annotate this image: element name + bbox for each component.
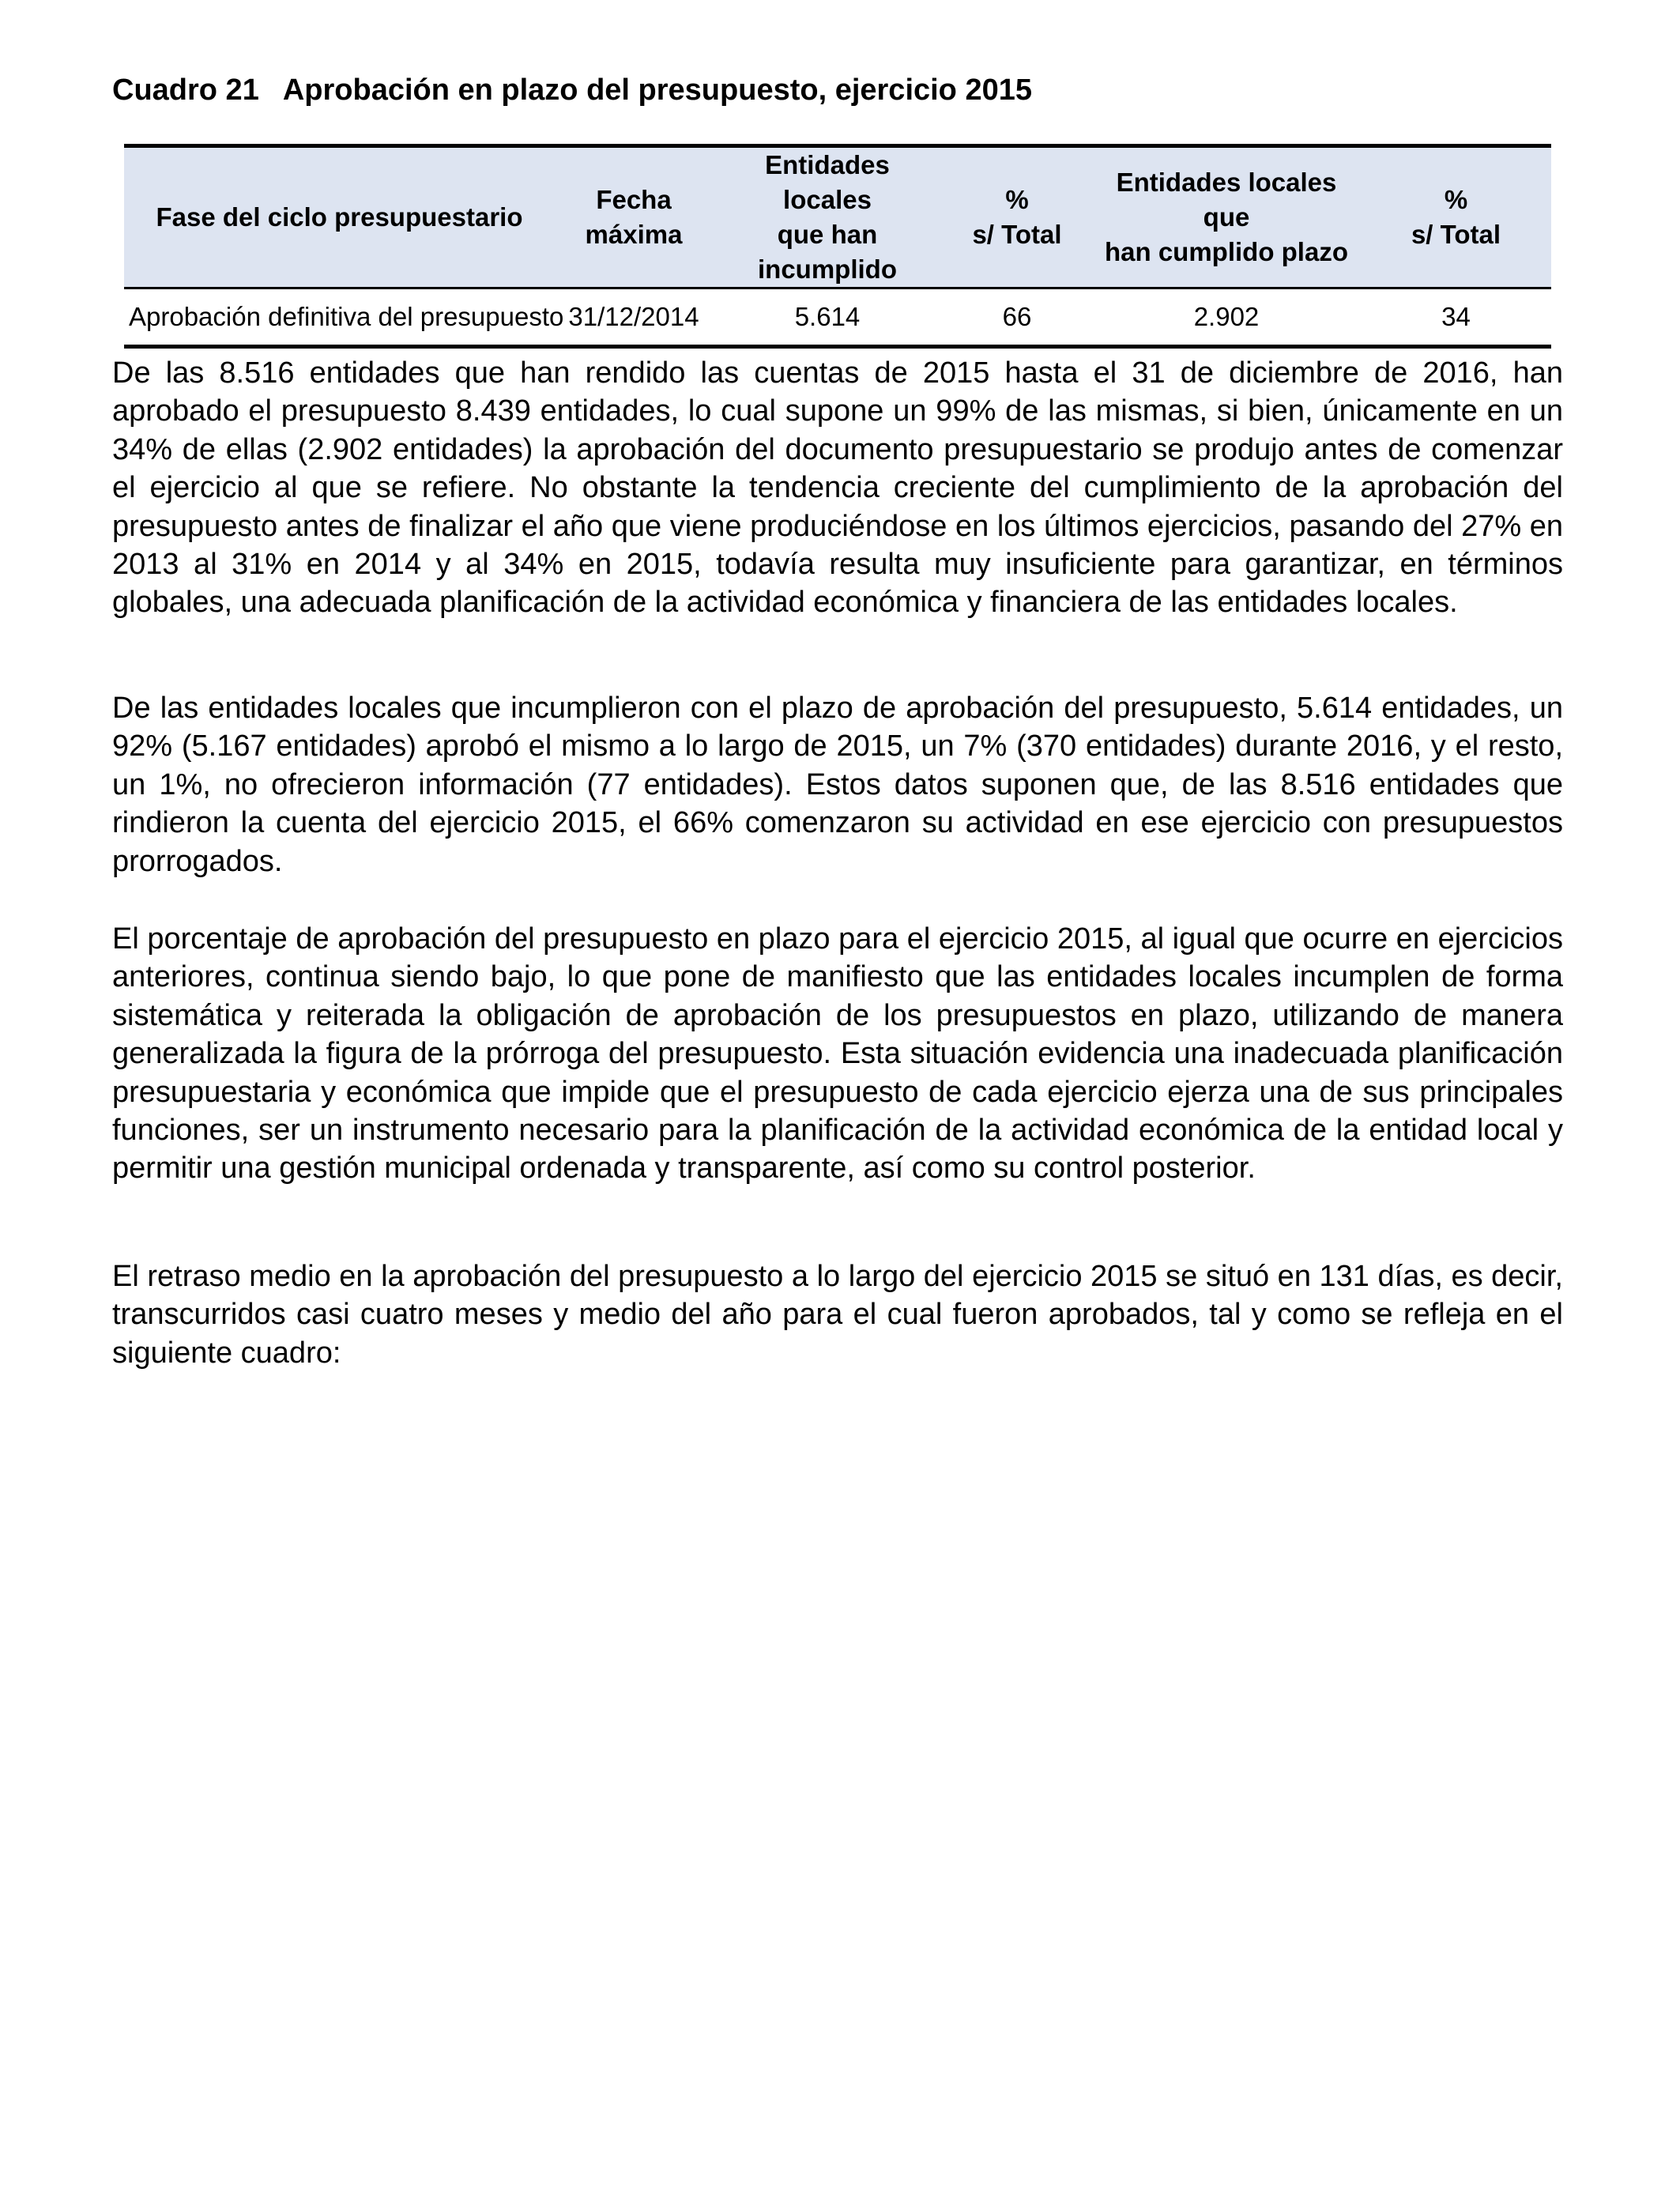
caption-number: Cuadro 21 — [112, 74, 259, 107]
header-noncompliant: Entidades locales que han incumplido — [713, 146, 942, 288]
header-compliant: Entidades locales que han cumplido plazo — [1092, 146, 1361, 288]
cell-date: 31/12/2014 — [555, 288, 713, 347]
cell-compliant: 2.902 — [1092, 288, 1361, 347]
cell-compliant-pct: 34 — [1361, 288, 1551, 347]
cell-noncompliant: 5.614 — [713, 288, 942, 347]
paragraph: De las 8.516 entidades que han rendido las cuentas de 2015 hasta el 31 de diciembre de 2016, han aprobado el presupuesto 8.439 entidades, lo cual supone un 99% de las mismas, si bien, únicamente en un 34% de ellas (2.902 entidades) la aprobación del documento presupuestario se produjo antes de comenzar el ejercicio al que se refiere. No obstante la tendencia creciente del cumplimiento de la aprobación del presupuesto antes de finalizar el año que viene produciéndose en los últimos ejercicios, pasando del 27% en 2013 al 31% en 2014 y al 34% en 2015, todavía resulta muy insuficiente para garantizar, en términos globales, una adecuada planificación de la actividad económica y financiera de las entidades locales. — [112, 356, 1563, 620]
header-compliant-pct: % s/ Total — [1361, 146, 1551, 288]
header-noncompliant-pct: % s/ Total — [942, 146, 1092, 288]
cell-phase: Aprobación definitiva del presupuesto — [124, 288, 555, 347]
table-header-row — [124, 146, 1551, 288]
paragraph: De las entidades locales que incumplieron con el plazo de aprobación del presupuesto, 5.614 entidades, un 92% (5.167 entidades) aprobó el mismo a lo largo de 2015, un 7% (370 entidades) durante 2016, y el resto, un 1%, no ofrecieron información (77 entidades). Estos datos suponen que, de las 8.516 entidades que rindieron la cuenta del ejercicio 2015, el 66% comenzaron su actividad en ese ejercicio con presupuestos prorrogados. — [112, 692, 1563, 878]
paragraph: El porcentaje de aprobación del presupuesto en plazo para el ejercicio 2015, al igual que ocurre en ejercicios anteriores, continua siendo bajo, lo que pone de manifiesto que las entidades locales incumplen de forma sistemática y reiterada la obligación de aprobación de los presupuestos en plazo, utilizando de manera generalizada la figura de la prórroga del presupuesto. Esta situación evidencia una inadecuada planificación presupuestaria y económica que impide que el presupuesto de cada ejercicio ejerza una de sus principales funciones, ser un instrumento necesario para la planificación de la actividad económica de la entidad local y permitir una gestión municipal ordenada y transparente, así como su control posterior. — [112, 922, 1563, 1186]
table-caption — [112, 71, 1032, 109]
budget-approval-table — [124, 144, 1551, 349]
paragraph: El retraso medio en la aprobación del presupuesto a lo largo del ejercicio 2015 se situó en 131 días, es decir, transcurridos casi cuatro meses y medio del año para el cual fueron aprobados, tal y como se refleja en el siguiente cuadro: — [112, 1260, 1563, 1370]
caption-title: Aprobación en plazo del presupuesto, ejercicio 2015 — [282, 74, 1032, 107]
header-phase: Fase del ciclo presupuestario — [124, 146, 555, 288]
header-date: Fecha máxima — [555, 146, 713, 288]
table-row — [124, 288, 1551, 347]
cell-noncompliant-pct: 66 — [942, 288, 1092, 347]
